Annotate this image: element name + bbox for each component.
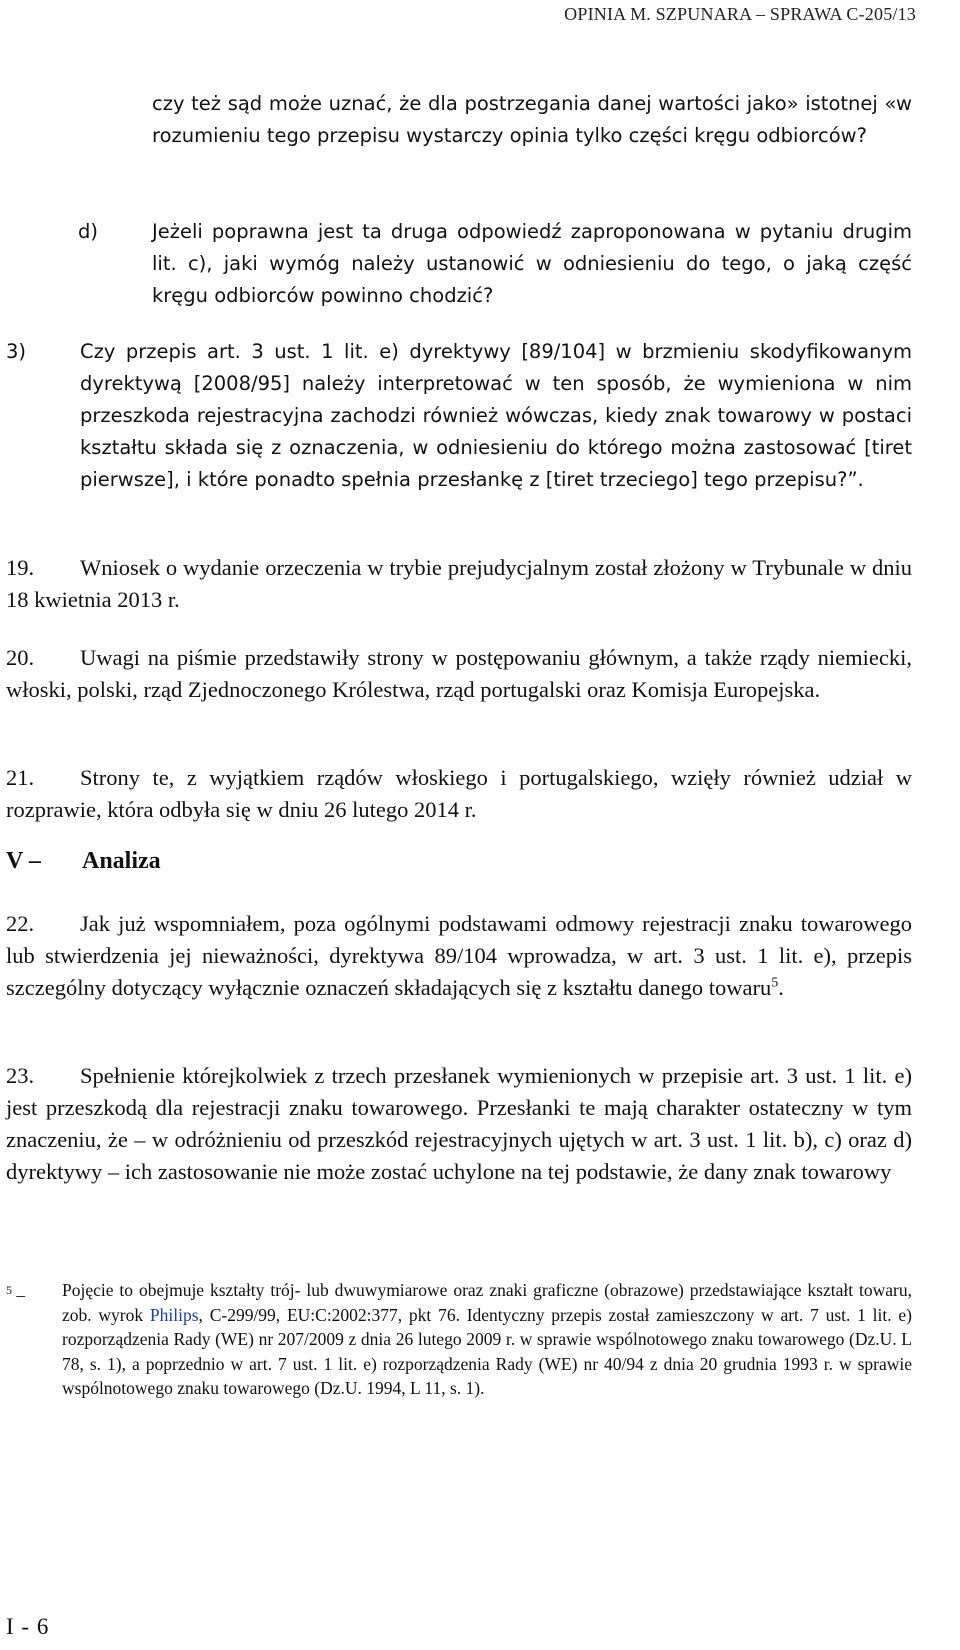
paragraph-text: Wniosek o wydanie orzeczenia w trybie prejudycjalnym został złożony w Trybunale w dniu 18 kwietnia 2013 r. [6, 555, 912, 612]
paragraph-number: 22. [6, 911, 35, 936]
question-item-d [78, 216, 912, 312]
paragraph-23 [6, 1060, 912, 1188]
page-number: I - 6 [6, 1614, 50, 1639]
running-header: OPINIA M. SZPUNARA – SPRAWA C-205/13 [564, 4, 916, 24]
paragraph-number: 19. [6, 555, 35, 580]
footnote-text-after: , C-299/99, EU:C:2002:377, pkt 76. Identyczny przepis został zamieszczony w art. 7 ust. 1 lit. e) rozporządzenia Rady (WE) nr 207/2009 z dnia 26 lutego 2009 r. w sprawie wspólnotowego znaku towarowego (Dz.U. L 78, s. 1), a poprzednio w art. 7 ust. 1 lit. e) rozporządzenia Rady (WE) nr 40/94 z dnia 20 grudnia 1993 r. w sprawie wspólnotowego znaku towarowego (Dz.U. 1994, L 11, s. 1). [62, 1304, 912, 1398]
paragraph-text: Uwagi na piśmie przedstawiły strony w postępowaniu głównym, a także rządy niemiecki, włoski, polski, rząd Zjednoczonego Królestwa, rząd portugalski oraz Komisja Europejska. [6, 645, 912, 702]
question-marker: 3) [6, 340, 27, 363]
paragraph-19 [6, 552, 912, 616]
section-number: V – [6, 848, 41, 874]
footnote-reference[interactable]: 5 [771, 975, 779, 991]
question-text: Czy przepis art. 3 ust. 1 lit. e) dyrektywy [89/104] w brzmieniu skodyfikowanym dyrektywą [2008/95] należy interpretować w ten sposób, że wymieniona w nim przeszkoda rejestracyjna zachodzi również wówczas, kiedy znak towarowy w postaci kształtu składa się z oznaczenia, w odniesieniu do którego można zastosować [tiret pierwsze], i które ponadto spełnia przesłankę z [tiret trzeciego] tego przepisu?”. [80, 340, 912, 491]
section-heading [6, 848, 161, 875]
paragraph-text: Strony te, z wyjątkiem rządów włoskiego i portugalskiego, wzięły również udział w rozprawie, która odbyła się w dniu 26 lutego 2014 r. [6, 765, 912, 822]
paragraph-20 [6, 642, 912, 706]
question-continuation: czy też sąd może uznać, że dla postrzegania danej wartości jako» istotnej «w rozumieniu tego przepisu wystarczy opinia tylko części kręgu odbiorców? [152, 92, 912, 147]
item-text: Jeżeli poprawna jest ta druga odpowiedź zaproponowana w pytaniu drugim lit. c), jaki wymóg należy ustanowić w odniesieniu do tego, o jaką część kręgu odbiorców powinno chodzić? [152, 220, 912, 307]
footnote-content [62, 1278, 912, 1401]
paragraph-end: . [778, 975, 784, 1000]
paragraph-number: 20. [6, 645, 35, 670]
footnote-dash: – [12, 1284, 26, 1305]
paragraph-number: 21. [6, 765, 35, 790]
paragraph-text: Jak już wspomniałem, poza ogólnymi podstawami odmowy rejestracji znaku towarowego lub stwierdzenia jej nieważności, dyrektywa 89/104 wprowadza, w art. 3 ust. 1 lit. e), przepis szczególny dotyczący wyłącznie oznaczeń składających się z kształtu danego towaru [6, 911, 912, 1000]
question-3 [6, 336, 912, 496]
paragraph-22 [6, 908, 912, 1004]
footnote-marker [6, 1278, 25, 1307]
paragraph-number: 23. [6, 1063, 35, 1088]
case-link-philips[interactable]: Philips [149, 1304, 199, 1325]
paragraph-21 [6, 762, 912, 826]
paragraph-text: Spełnienie którejkolwiek z trzech przesłanek wymienionych w przepisie art. 3 ust. 1 lit. e) jest przeszkodą dla rejestracji znaku towarowego. Przesłanki te mają charakter ostateczny w tym znaczeniu, że – w odróżnieniu od przeszkód rejestracyjnych ujętych w art. 3 ust. 1 lit. b), c) oraz d) dyrektywy – ich zastosowanie nie może zostać uchylone na tej podstawie, że dany znak towarowy [6, 1063, 912, 1184]
section-title: Analiza [82, 848, 161, 874]
item-marker: d) [78, 220, 98, 243]
footnote-5 [6, 1278, 912, 1401]
footnote-text-before: Pojęcie to obejmuje kształty trój- lub dwuwymiarowe oraz znaki graficzne (obrazowe) przedstawiające kształt towaru, zob. wyrok [62, 1280, 912, 1325]
footnote-number: 5 [6, 1283, 12, 1297]
